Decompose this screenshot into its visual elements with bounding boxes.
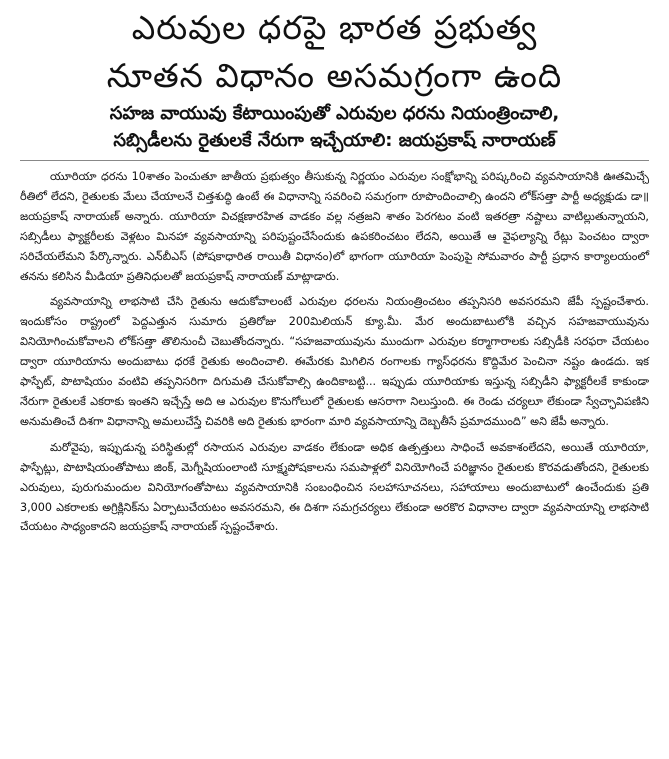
body-paragraph-1: యూరియా ధరను 10శాతం పెంచుతూ జాతీయ ప్రభుత్వం తీసుకున్న నిర్ణయం ఎరువుల సంక్షోభాన్ని పరిష్కరించి వ్యవసాయానికి ఊతమిచ్చే రీతిలో లేదని, రైతులకు మేలు చేయాలనే చిత్తశుద్ధి ఉంటే ఈ విధానాన్ని సవరించి సమగ్రంగా రూపొందించాల్సి ఉందని లోక్‌సత్తా పార్టీ అధ్యక్షుడు డా॥ జయప్రకాష్ నారాయణ్ అన్నారు. యూరియా విచక్షణారహిత వాడకం వల్ల నత్రజని శాతం పెరగటం వంటి ఇతరత్రా నష్టాలు వాటిల్లుతున్నాయని, సబ్సిడీలు ఫ్యాక్టరీలకు వెళ్లటం మినహా వ్యవసాయాన్ని పరిపుష్టంచేసేందుకు ఉపకరించటం లేదని, అయితే ఆ వైఫల్యాన్ని రేట్లు పెంచటం ద్వారా సరిచేయలేమని పేర్కొన్నారు. ఎన్‌బీఎస్ (పోషకాధారిత రాయితీ విధానం)లో భాగంగా యూరియా పెంపుపై సోమవారం పార్టీ ప్రధాన కార్యాలయంలో తనను కలిసిన మీడియా ప్రతినిధులతో జయప్రకాష్ నారాయణ్ మాట్లాడారు. (20, 170, 649, 283)
headline-line-2: నూతన విధానం అసమగ్రంగా ఉంది (106, 56, 563, 95)
subheadline-line-1: సహజ వాయువు కేటాయింపుతో ఎరువుల ధరను నియంత్రించాలి, (109, 103, 560, 124)
body-paragraph-3: మరోవైపు, ఇప్పుడున్న పరిస్థితుల్లో రసాయన ఎరువుల వాడకం లేకుండా అధిక ఉత్పత్తులు సాధించే అవకాశంలేదని, అయితే యూరియా, ఫాస్ఫేట్లు, పొటాషియంతోపాటు జింక్, మెగ్నీషియంలాంటి సూక్ష్మపోషకాలను సమపాళ్లలో వినియోగించే పరిజ్ఞానం రైతులకు కొరవడుతోందని, రైతులకు ఎరువులు, పురుగుమందుల వినియోగంతోపాటు వ్యవసాయానికి సంబంధించిన సలహాసూచనలు, సహాయాలు అందుబాటులో ఉంచేందుకు ప్రతి 3,000 ఎకరాలకు అగ్రిక్లినిక్‌ను ఏర్పాటుచేయటం అవసరమని, ఈ దిశగా సమగ్రచర్యలు లేకుండా అరకొర విధానాల ద్వారా వ్యవసాయాన్ని లాభసాటి చేయటం సాధ్యంకాదని జయప్రకాష్ నారాయణ్ స్పష్టంచేశారు. (20, 440, 649, 534)
article-body (20, 167, 649, 537)
subheadline-line-2: సబ్సిడీలను రైతులకే నేరుగా ఇచ్చేయాలి: జయప్రకాష్ నారాయణ్ (113, 130, 556, 151)
header-divider (20, 160, 649, 161)
body-paragraph-2: వ్యవసాయాన్ని లాభసాటి చేసి రైతును ఆదుకోవాలంటే ఎరువుల ధరలను నియంత్రించటం తప్పనిసరి అవసరమని జేపీ స్పష్టంచేశారు. ఇందుకోసం రాష్ట్రంలో పెద్దఎత్తున సుమారు ప్రతిరోజు 200మిలియన్ క్యూ.మీ. మేర అందుబాటులోకి వచ్చిన సహజవాయువును వినియోగించుకోవాలని లోక్‌సత్తా తొలినుంచీ చెబుతోందన్నారు. “సహజవాయువును ముందుగా ఎరువుల కర్మాగారాలకు సబ్సిడీకి సరఫరా చేయటం ద్వారా యూరియాను అందుబాటు ధరకే రైతుకు అందించాలి. ఈమేరకు మిగిలిన రంగాలకు గ్యాస్‌ధరను కొద్దిమేర పెంచినా నష్టం ఉండదు. ఇక ఫాస్ఫేట్, పొటాషియం వంటివి తప్పనిసరిగా దిగుమతి చేసుకోవాల్సి ఉందికాబట్టి... ఇప్పుడు యూరియాకు ఇస్తున్న సబ్సిడీని ఫ్యాక్టరీలకే కాకుండా నేరుగా రైతులకే ఎకరాకు ఇంతని ఇచ్చేస్తే అది ఆ ఎరువుల కొనుగోలులో రైతులకు ఆసరాగా నిలుస్తుంది. ఈ రెండు చర్యలూ లేకుండా స్వేచ్ఛావిపణిని అనుమతించే దిశగా విధానాన్ని అమలుచేస్తే చివరికి అది రైతుకు భారంగా మారి వ్యవసాయాన్ని దెబ్బతీసే ప్రమాదముంది” అని జేపీ అన్నారు. (20, 295, 649, 428)
headline-line-1: ఎరువుల ధరపై భారత ప్రభుత్వ (131, 8, 538, 47)
